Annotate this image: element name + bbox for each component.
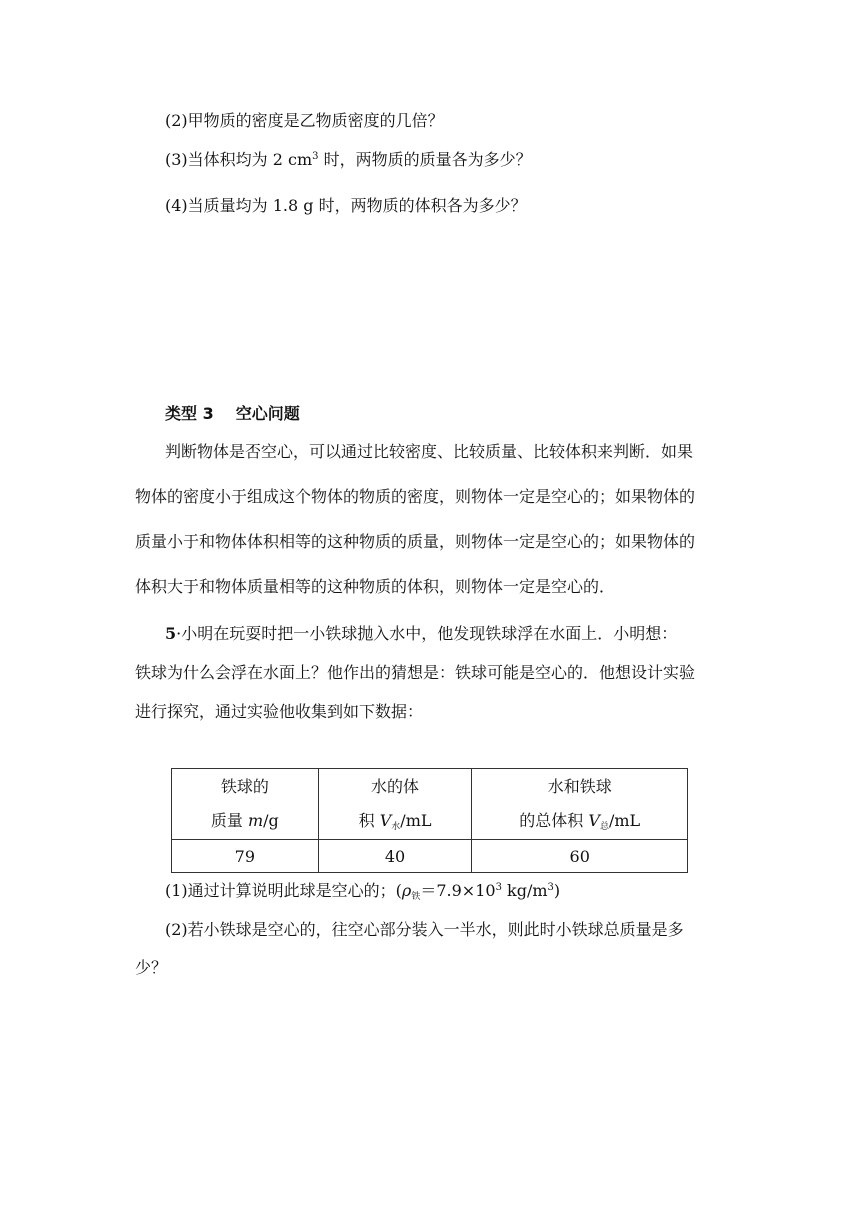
table-row [172, 840, 688, 873]
question-3 [165, 149, 532, 171]
header-mass-line-2: 质量 m/g [210, 811, 279, 830]
section-type-label: 类型 3 [165, 404, 214, 423]
question-3-exponent: 3 [312, 151, 319, 162]
value-cell-mass: 79 [172, 840, 319, 873]
intro-line-1: 判断物体是否空心，可以通过比较密度、比较质量、比较体积来判断．如果 [165, 442, 694, 461]
problem-5-text-1: ·小明在玩耍时把一小铁球抛入水中，他发现铁球浮在水面上．小明想： [176, 624, 678, 643]
section-type-title: 空心问题 [235, 404, 300, 423]
intro-line-3: 质量小于和物体体积相等的这种物质的质量，则物体一定是空心的；如果物体的 [135, 532, 696, 551]
table-header-row [172, 769, 688, 840]
intro-line-4: 体积大于和物体质量相等的这种物质的体积，则物体一定是空心的． [135, 577, 616, 596]
header-cell-total-volume [472, 769, 688, 840]
problem-5-number: 5 [165, 624, 177, 643]
header-cell-mass [172, 769, 319, 840]
intro-line-2: 物体的密度小于组成这个物体的物质的密度，则物体一定是空心的；如果物体的 [135, 487, 696, 506]
header-water-line-1: 水的体 [371, 777, 420, 796]
sub-question-2-line-1: (2)若小铁球是空心的，往空心部分装入一半水，则此时小铁球总质量是多 [165, 920, 684, 939]
problem-5-line-1 [165, 623, 677, 645]
value-cell-total-volume: 60 [472, 840, 688, 873]
question-3-prefix: (3)当体积均为 2 cm [165, 150, 313, 169]
problem-5-line-2: 铁球为什么会浮在水面上？他作出的猜想是：铁球可能是空心的．他想设计实验 [135, 663, 696, 682]
problem-5-line-3: 进行探究，通过实验他收集到如下数据： [135, 702, 424, 721]
header-water-line-2: 积 $V_水/mL$ [358, 811, 432, 832]
sub-question-2-line-2: 少？ [135, 958, 168, 977]
header-mass-line-1: 铁球的 [220, 777, 269, 796]
data-table [171, 768, 688, 873]
question-2: (2)甲物质的密度是乙物质密度的几倍？ [165, 111, 444, 130]
header-total-line-2: 的总体积 $V_总/mL$ [519, 811, 641, 832]
header-cell-water-volume [318, 769, 472, 840]
header-total-line-1: 水和铁球 [547, 777, 612, 796]
question-3-suffix: 时，两物质的质量各为多少？ [318, 150, 532, 169]
section-heading [165, 403, 300, 425]
question-4: (4)当质量均为 1.8 g 时，两物质的体积各为多少？ [165, 196, 527, 215]
value-cell-water-volume: 40 [318, 840, 472, 873]
sub-question-1: (1)通过计算说明此球是空心的；($\rho_铁=7.9\times 10^3$ $kg/m^3$) [165, 881, 561, 902]
rho-symbol: ρ [401, 881, 412, 900]
